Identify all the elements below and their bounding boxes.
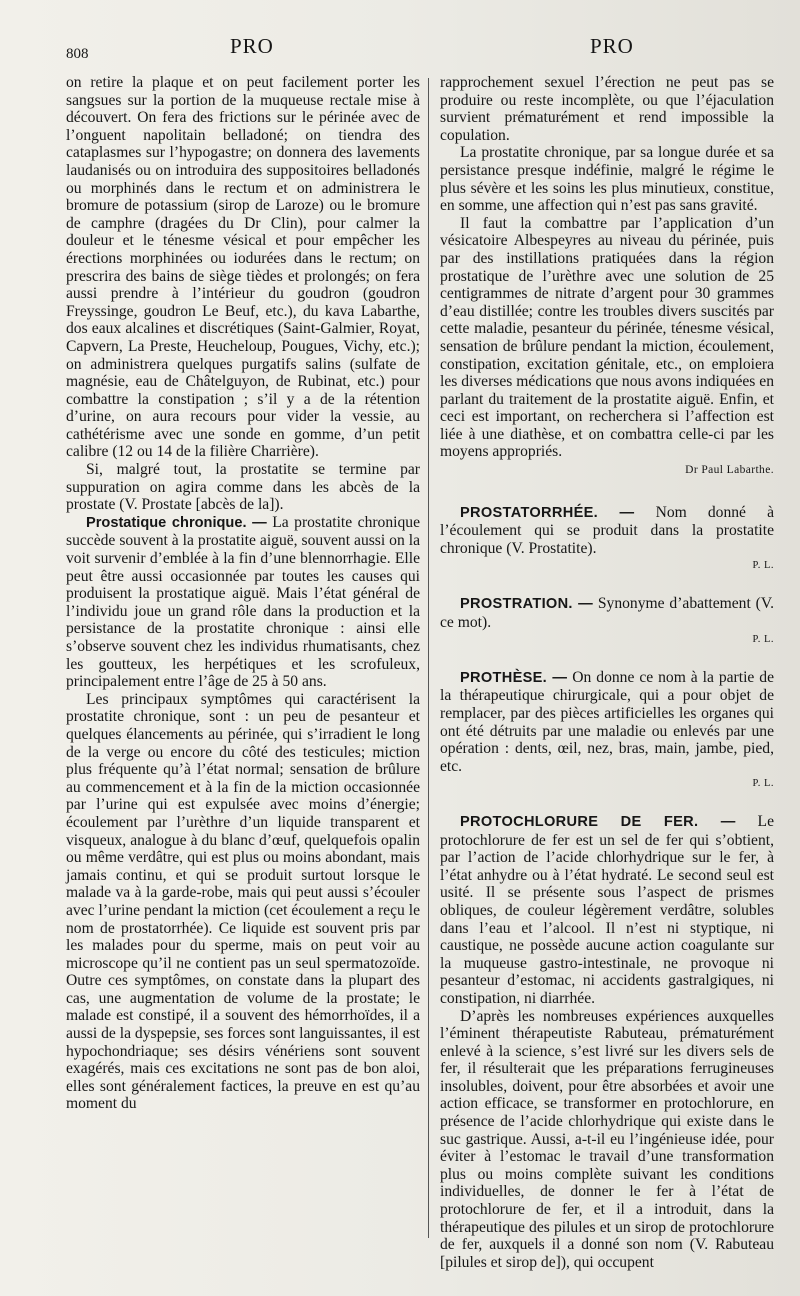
entry-prostration	[440, 595, 774, 631]
running-head-left: PRO	[230, 34, 274, 58]
entry-text: Le protochlorure de fer est un sel de fer qui s’obtient, par l’action de l’acide chlorhydrique sur le fer, à l’état anhydre ou à l’état hydraté. Le second seul est usité. Il se présente sous l’aspect de prismes obliques, de couleur légèrement verdâtre, solubles dans l’eau et l’alcool. Il n’est ni styptique, ni caustique, ne possède aucune action coagulante sur la muqueuse gastro-intestinale, ne provoque ni pesanteur d’estomac, ni accidents gastralgiques, ni constipation, ni diarrhée.	[440, 812, 774, 1007]
entry-text: Nom donné à l’écoulement qui se produit dans la prostatite chronique (V. Prostatite).	[440, 503, 774, 557]
entry-text: Synonyme d’abattement (V. ce mot).	[440, 595, 774, 631]
chronic-heading: Prostatique chronique. —	[86, 514, 267, 531]
left-para-2: Si, malgré tout, la prostatite se termine par suppuration on agira comme dans les abcès de la prostate (V. Prostate [abcès de la]).	[66, 461, 420, 514]
chronic-text: La prostatite chronique succède souvent à la prostatite aiguë, souvent aussi on la voit survenir d’emblée à la fin d’une blennorrhagie. Elle peut être aussi occasionnée par toutes les causes qui produisent la prostatique aiguë. Mais l’état général de l’individu joue un grand rôle dans la production et la persistance de la prostatite chronique : ainsi elle s’observe souvent chez les individus rhumatisants, chez les goutteux, les herpétiques et les scrofuleux, principalement entre l’âge de 25 à 50 ans.	[66, 513, 420, 691]
right-final-para: D’après les nombreuses expériences auxquelles l’éminent thérapeutiste Rabuteau, prématurément enlevé à la science, s’est livré sur les divers sels de fer, il résulterait que les préparations ferrugineuses insolubles, doivent, pour être absorbées et avoir une action efficace, se transformer en protochlorure, en présence de l’acide chlorhydrique qui existe dans le suc gastrique. Aussi, a-t-il eu l’ingénieuse idée, pour éviter à l’estomac le travail d’une transformation plus ou moins complète suivant les conditions individuelles, de donner le fer à l’état de protochlorure de fer, et il a introduit, dans la thérapeutique des pilules et un sirop de protochlorure de fer, auxquels il a donné son nom (V. Rabuteau [pilules et sirop de]), qui occupent	[440, 1007, 774, 1271]
spacer	[440, 480, 774, 504]
column-rule	[428, 78, 429, 1238]
entry-prothese	[440, 669, 774, 776]
entry-protochlorure	[440, 813, 774, 1008]
right-column	[440, 74, 774, 1271]
entry-term: PROSTRATION. —	[460, 596, 593, 613]
running-head-right: PRO	[590, 34, 634, 58]
right-para-1: rapprochement sexuel l’érection ne peut pas se produire ou reste incomplète, ou que l’éjaculation survient prématurément et rend impossible la copulation.	[440, 74, 774, 144]
entry-initials: P. L.	[752, 634, 774, 646]
entry-initials: P. L.	[752, 778, 774, 790]
spacer	[440, 793, 774, 813]
spacer	[440, 575, 774, 595]
entry-term: PROSTATORRHÉE. —	[460, 504, 635, 521]
author-signature: Dr Paul Labarthe.	[685, 464, 774, 477]
chronic-paragraph	[66, 514, 420, 691]
entry-term: PROTOCHLORURE DE FER. —	[460, 813, 736, 830]
right-para-2: La prostatite chronique, par sa longue durée et sa persistance presque indéfinie, malgré le régime le plus sévère et les soins les plus minutieux, constitue, en somme, une affection qui n’est pas sans gravité.	[440, 144, 774, 215]
left-para-4: Les principaux symptômes qui caractérisent la prostatite chronique, sont : un peu de pesanteur et quelques élancements au périnée, qui s’irradient le long de la verge ou encore du côté des testicules; miction plus fréquente qu’à l’état normal; sensation de brûlure au commencement et à la fin de la miction occasionnée par l’urine qui est expulsée avec moins d’énergie; écoulement par l’urèthre d’un liquide transparent et visqueux, analogue à du blanc d’œuf, quelquefois opalin ou même verdâtre, qui est plus ou moins abondant, mais jamais continu, et qui se produit surtout lorsque le malade va à la garde-robe, mais qui peut aussi s’écouler avec l’urine pendant la miction (cet écoulement a reçu le nom de prostatorrhée). Ce liquide est souvent pris par les malades pour du sperme, mais on peut voir au microscope qu’il ne contient pas un seul spermatozoïde. Outre ces symptômes, on constate dans la plupart des cas, une augmentation de volume de la prostate; le malade est constipé, il a souvent des hémorrhoïdes, il a aussi de la dyspepsie, ses forces sont languissantes, il est hypochondriaque; ses désirs vénériens sont souvent exagérés, mais ces excitations ne sont pas de bon aloi, elles sont généralement factices, la preuve en est qu’au moment du	[66, 690, 420, 1113]
right-para-3: Il faut la combattre par l’application d’un vésicatoire Albespeyres au niveau du périnée, puis par des instillations pratiquées dans la région prostatique de l’urèthre avec une solution de 25 centigrammes de nitrate d’argent pour 30 grammes d’eau distillée; contre les troubles divers suscités par cette maladie, pesanteur du périnée, ténesme vésical, sensation de brûlure pendant la miction, écoulement, constipation, excitation génitale, etc., on emploiera les diverses médications que nous avons indiquées en parlant du traitement de la prostatite aiguë. Enfin, et ceci est important, on recherchera si l’affection est liée à une diathèse, et on combattra celle-ci par les moyens appropriés.	[440, 214, 774, 461]
entry-initials: P. L.	[752, 560, 774, 572]
entry-term: PROTHÈSE. —	[460, 669, 568, 686]
left-para-1: on retire la plaque et on peut facilement porter les sangsues sur la portion de la muqueuse rectale mise à découvert. On fera des frictions sur le périnée avec de l’onguent napolitain belladoné; on tiendra des cataplasmes sur l’hypogastre; on donnera des lavements laudanisés ou on introduira des suppositoires belladonés ou morphinés dans le rectum et on administrera le bromure de potassium (sirop de Laroze) ou le bromure de camphre (dragées du Dr Clin), pour calmer la douleur et le ténesme vésical et pour empêcher les érections morphinées ou iodurées dans le rectum; on prescrira des bains de siège tièdes et prolongés; on fera aussi prendre à l’intérieur du goudron (goudron Freyssinge, goudron Le Beuf, etc.), du kava Labarthe, dos eaux alcalines et discrétiques (Saint-Galmier, Royat, Capvern, La Preste, Heucheloup, Pougues, Vichy, etc.); on administrera quelques purgatifs salins (sulfate de magnésie, eau de Châtelguyon, de Rubinat, etc.) pour combattre la constipation ; s’il y a de la rétention d’urine, on aura recours pour vider la vessie, au cathétérisme avec une sonde en gomme, d’un petit calibre (12 ou 14 de la filière Charrière).	[66, 74, 420, 461]
page-header	[0, 34, 800, 64]
left-column	[66, 74, 420, 1113]
spacer	[440, 649, 774, 669]
entry-prostatorrhee	[440, 504, 774, 558]
entry-text: On donne ce nom à la partie de la thérapeutique chirurgicale, qui a pour objet de remplacer, par des pièces artificielles les organes qui ont été détruits par une maladie ou enlevés par une opération : dents, œil, nez, bras, main, jambe, pied, etc.	[440, 668, 774, 775]
page-number: 808	[66, 46, 89, 62]
